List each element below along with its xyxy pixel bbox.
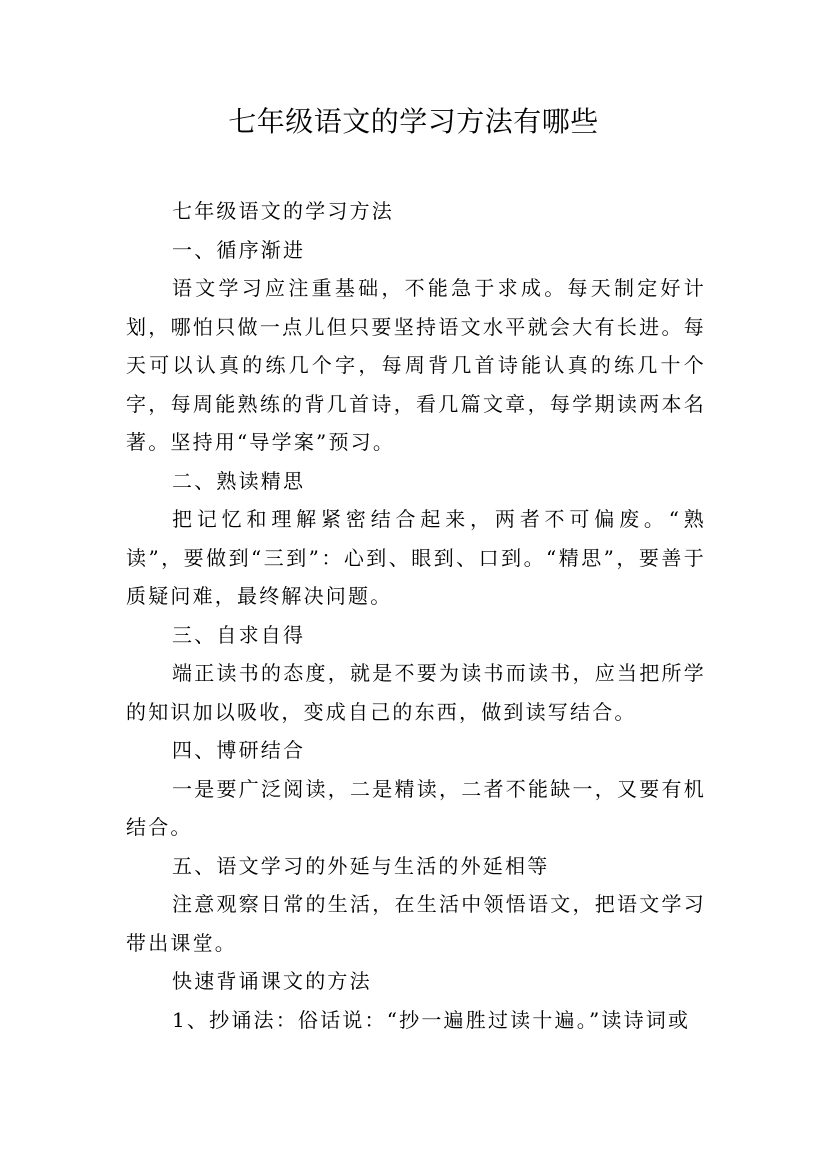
paragraph-section-heading: 七年级语文的学习方法 bbox=[172, 199, 394, 223]
paragraph-text-2: 把记忆和理解紧密结合起来，两者不可偏废。“熟读”，要做到“三到”：心到、眼到、口到。“精思”，要善于质疑问难，最终解决问题。 bbox=[126, 507, 706, 608]
paragraph-text-3: 端正读书的态度，就是不要为读书而读书，应当把所学的知识加以吸收，变成自己的东西，做到读写结合。 bbox=[126, 661, 706, 724]
paragraph-section-heading-2: 快速背诵课文的方法 bbox=[172, 969, 372, 993]
paragraph-text-6: 1、抄诵法：俗话说：“抄一遍胜过读十遍。”读诗词或 bbox=[172, 1007, 691, 1032]
paragraph-heading-4: 四、博研结合 bbox=[172, 738, 306, 762]
document-title: 七年级语文的学习方法有哪些 bbox=[228, 105, 599, 138]
paragraph-text-4: 一是要广泛阅读，二是精读，二者不能缺一，又要有机结合。 bbox=[126, 776, 706, 839]
paragraph-heading-2: 二、熟读精思 bbox=[172, 468, 306, 493]
paragraph-text-1: 语文学习应注重基础，不能急于求成。每天制定好计划，哪怕只做一点儿但只要坚持语文水平就会大有长进。每天可以认真的练几个字，每周背几首诗能认真的练几十个字，每周能熟练的背几首诗，看几篇文章，每学期读两本名著。坚持用“导学案”预习。 bbox=[126, 276, 706, 454]
document-body bbox=[126, 192, 706, 1039]
paragraph-heading-1: 一、循序渐进 bbox=[172, 237, 306, 262]
paragraph-heading-3: 三、自求自得 bbox=[172, 622, 306, 647]
paragraph-text-5: 注意观察日常的生活，在生活中领悟语文，把语文学习带出课堂。 bbox=[126, 892, 706, 955]
paragraph-heading-5: 五、语文学习的外延与生活的外延相等 bbox=[172, 853, 550, 878]
